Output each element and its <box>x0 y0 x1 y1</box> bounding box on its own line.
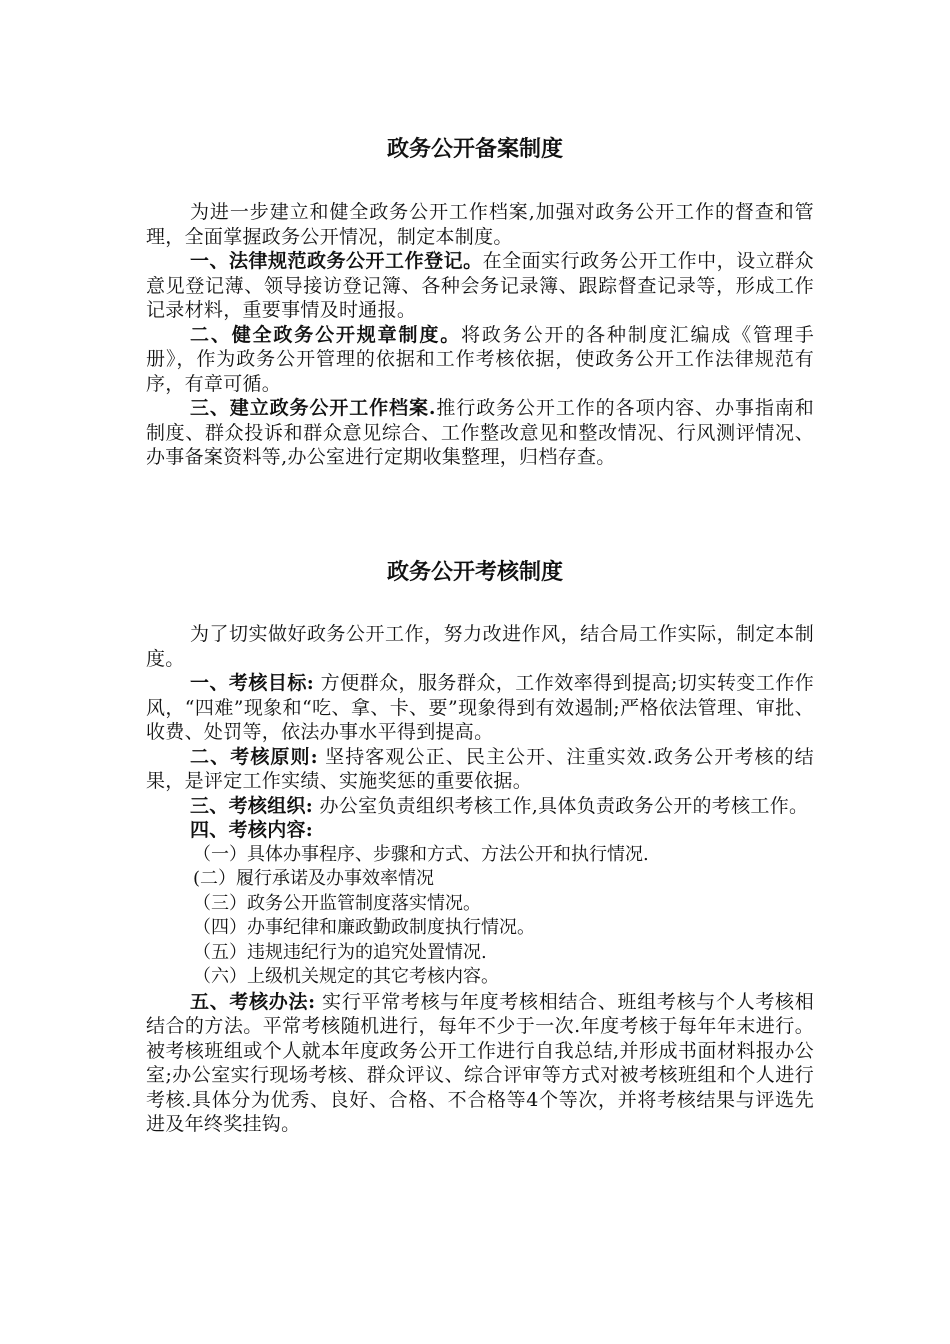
doc2-item-2 <box>146 745 814 794</box>
doc1-title: 政务公开备案制度 <box>386 137 563 162</box>
doc2-method <box>146 990 814 1137</box>
doc2-intro: 为了切实做好政务公开工作，努力改进作风，结合局工作实际，制定本制度。 <box>146 623 814 670</box>
doc2-item-1-head: 一、考核目标: <box>190 672 315 694</box>
doc1-item-3-body: 推行政务公开工作的各项内容、办事指南和制度、群众投诉和群众意见综合、工作整改意见和整改情况、行风测评情况、办事备案资料等,办公室进行定期收集整理，归档存查。 <box>146 397 815 468</box>
doc2-item-3 <box>146 794 814 819</box>
doc1-intro: 为进一步建立和健全政务公开工作档案,加强对政务公开工作的督查和管理，全面掌握政务公开情况，制定本制度。 <box>146 201 814 248</box>
doc2-item-1 <box>146 671 814 745</box>
doc2-body <box>146 622 814 1137</box>
content-list-item-3: （三）政务公开监管制度落实情况。 <box>193 892 481 914</box>
doc1-item-2-body: 将政务公开的各种制度汇编成《管理手册》，作为政务公开管理的依据和工作考核依据，使政务公开工作法律规范有序，有章可循。 <box>146 323 814 395</box>
content-list-item-5: （五）违规违纪行为的追究处置情况. <box>193 941 487 963</box>
doc2-method-body: 实行平常考核与年度考核相结合、班组考核与个人考核相结合的方法。平常考核随机进行，每年不少于一次.年度考核于每年年末进行。被考核班组或个人就本年度政务公开工作进行自我总结,并形成书面材料报办公室;办公室实行现场考核、群众评议、综合评审等方式对被考核班组和个人进行考核.具体分为优秀、良好、合格、不合格等4个等次，并将考核结果与评选先进及年终奖挂钩。 <box>146 990 814 1135</box>
doc1-item-3-head: 三、建立政务公开工作档案. <box>190 397 436 419</box>
content-list-item-2: (二）履行承诺及办事效率情况 <box>193 868 435 889</box>
doc2-item-4-head: 四、考核内容: <box>190 819 314 841</box>
content-list-item-1: （一）具体办事程序、步骤和方式、方法公开和执行情况. <box>193 843 649 865</box>
content-list-item-6: （六）上级机关规定的其它考核内容。 <box>193 966 499 987</box>
doc1-body <box>146 200 814 470</box>
doc1-item-1-head: 一、法律规范政务公开工作登记。 <box>190 250 483 272</box>
doc1-item-1 <box>146 249 814 323</box>
content-list-item-4: （四）办事纪律和廉政勤政制度执行情况。 <box>193 917 535 938</box>
doc2-item-1-body: 方便群众，服务群众，工作效率得到提高;切实转变工作作风，“四难”现象和“吃、拿、卡、要”现象得到有效遏制;严格依法管理、审批、收费、处罚等，依法办事水平得到提高。 <box>146 672 814 743</box>
doc2-item-3-body: 办公室负责组织考核工作,具体负责政务公开的考核工作。 <box>313 794 809 817</box>
doc1-item-2 <box>146 323 814 397</box>
doc2-item-2-body: 坚持客观公正、民主公开、注重实效.政务公开考核的结果，是评定工作实绩、实施奖惩的重要依据。 <box>146 745 814 792</box>
doc1-item-1-body: 在全面实行政务公开工作中，设立群众意见登记薄、领导接访登记簿、各种会务记录簿、跟踪督查记录等，形成工作记录材料，重要事情及时通报。 <box>146 250 814 321</box>
doc2-method-head: 五、考核办法: <box>190 990 316 1013</box>
doc2-item-3-head: 三、考核组织: <box>190 794 314 817</box>
doc2-title: 政务公开考核制度 <box>386 560 563 585</box>
doc2-item-4 <box>146 818 814 843</box>
doc1-item-3 <box>146 396 814 470</box>
doc1-item-2-head: 二、健全政务公开规章制度。 <box>190 323 462 346</box>
doc2-item-2-head: 二、考核原则: <box>190 745 318 768</box>
